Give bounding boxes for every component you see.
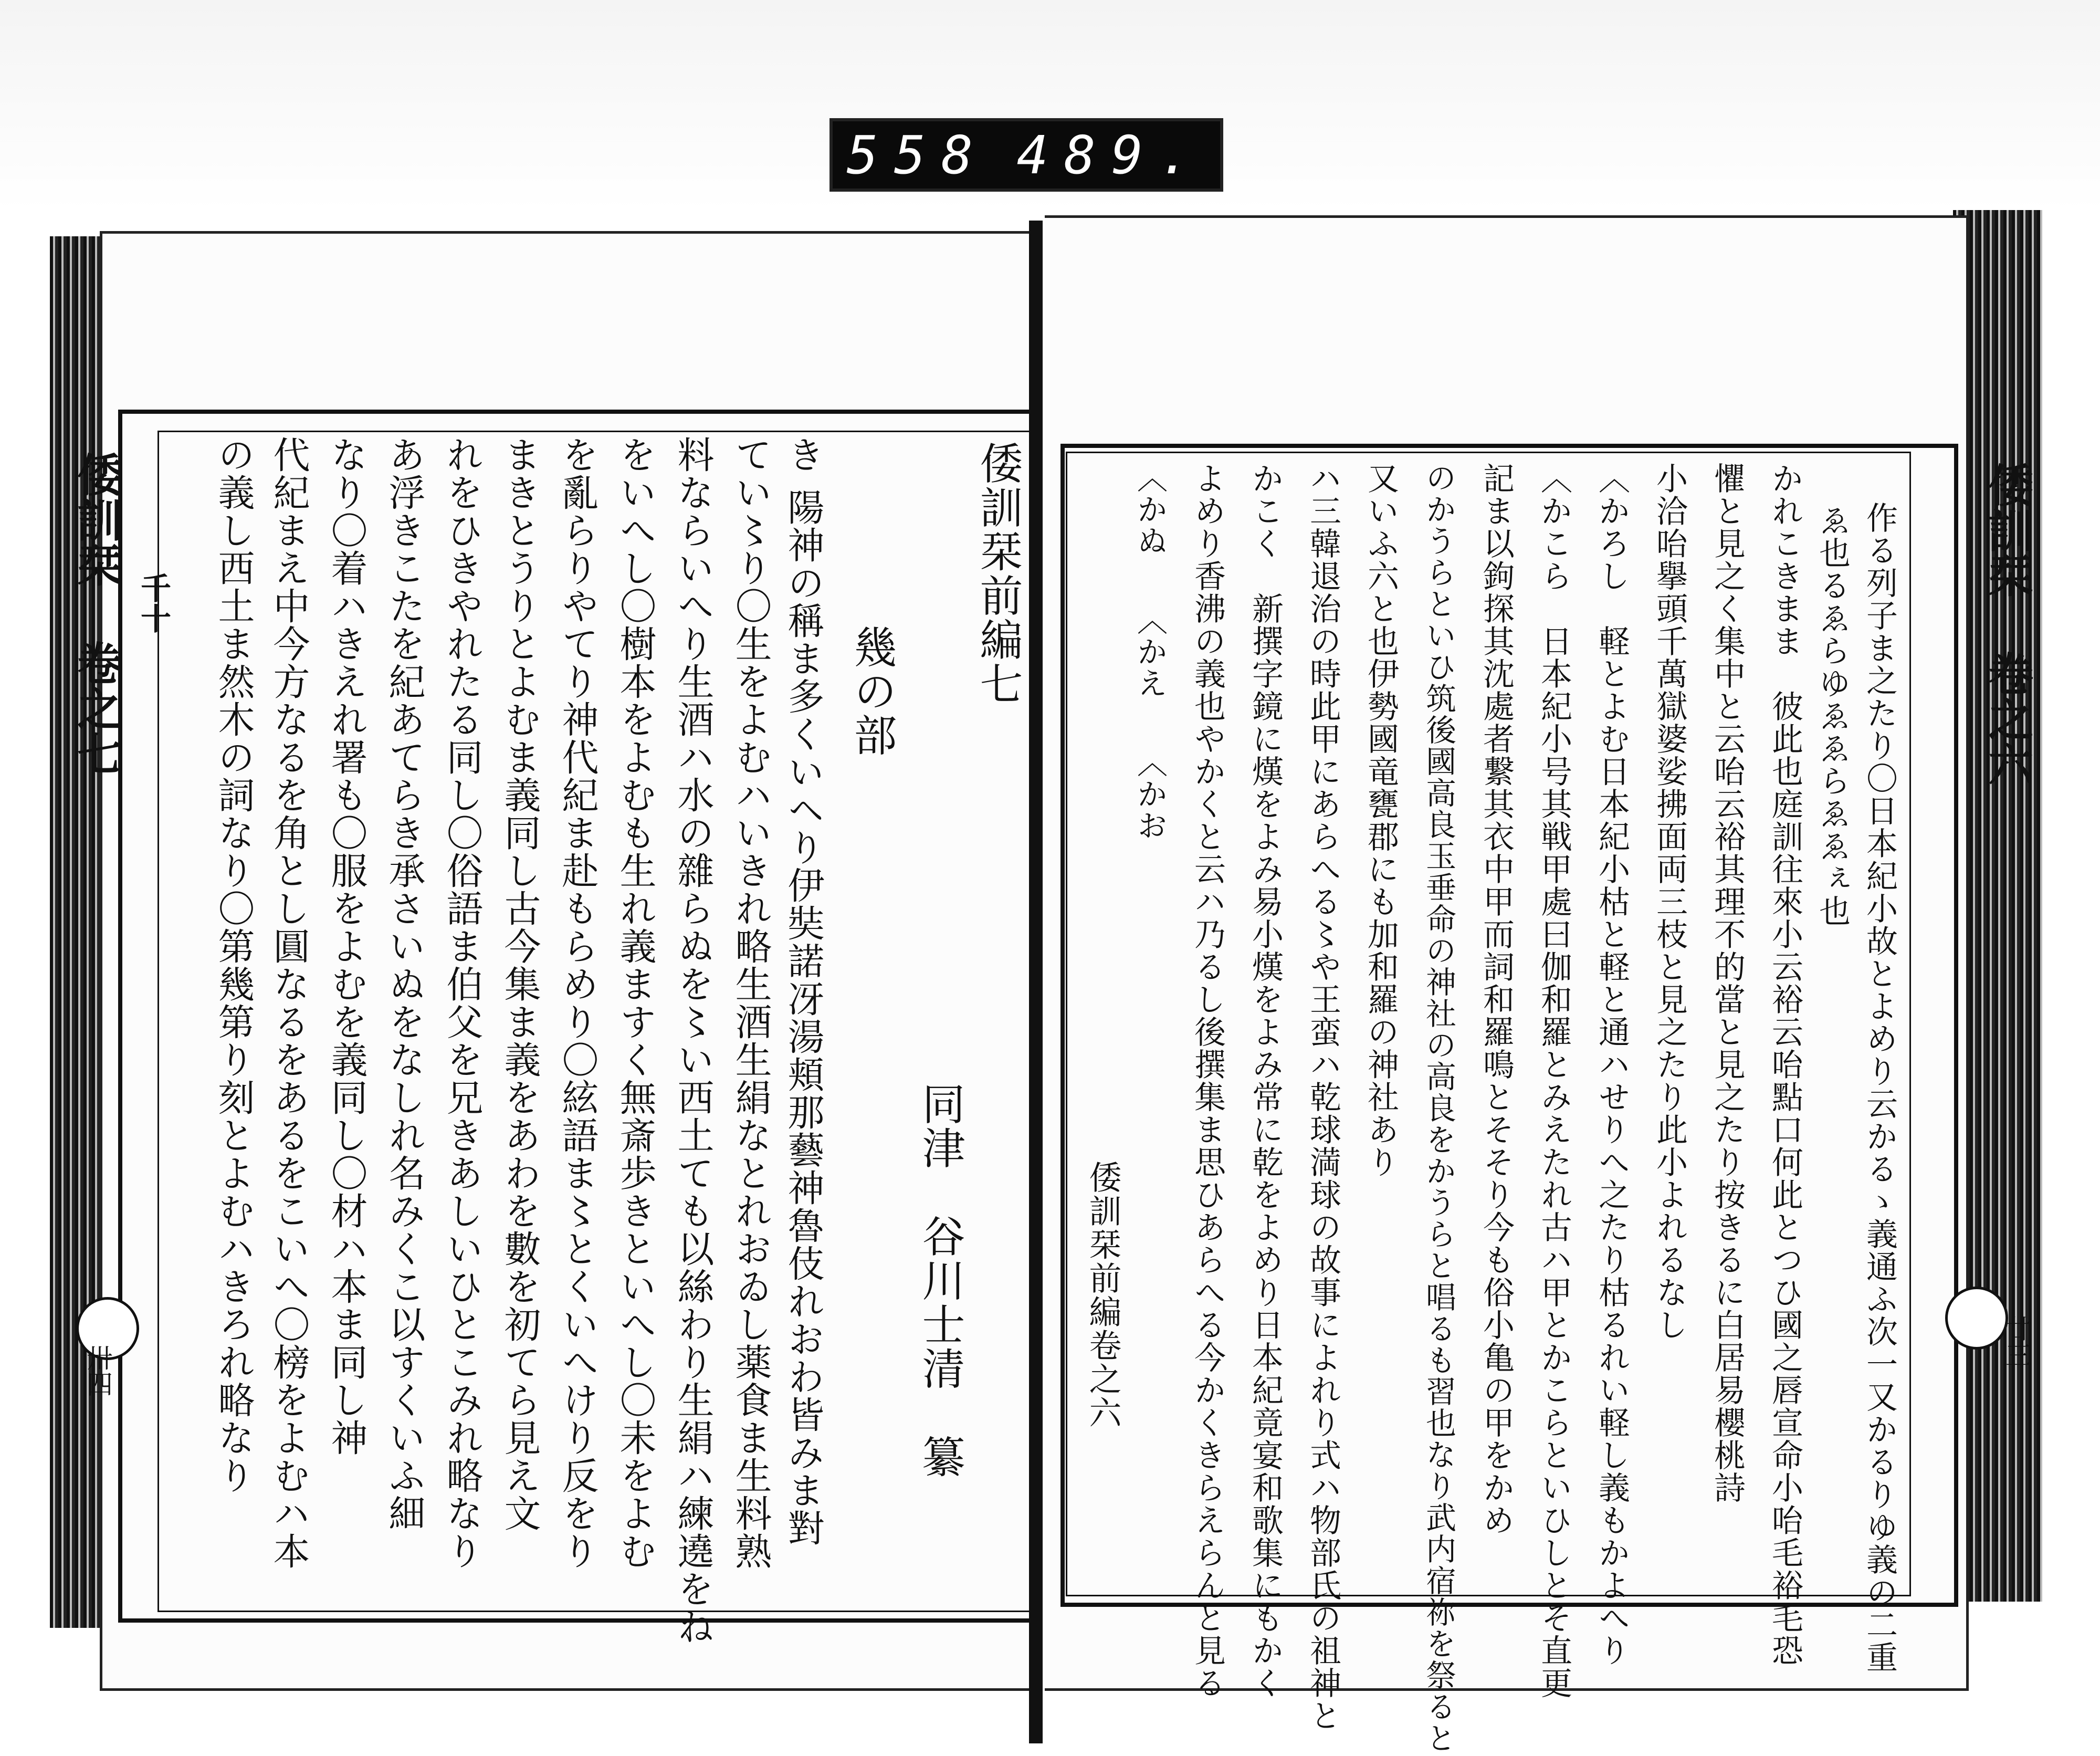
left-text-column: てい〻り〇生をよむハいきれ略生酒生絹なとれおゐし薬食ま生料熟 [729, 436, 772, 1570]
left-text-column: 代紀まえ中今方なるを角とし圓なるをあるをこいへ〇榜をよむハ本 [267, 436, 310, 1570]
right-spine-title: 倭訓栞 卷之六 [1980, 462, 2033, 786]
left-spine-small: 千十 [135, 572, 171, 633]
right-text-column: 記ま以鉤探其沈處者繋其衣中甲而詞和羅鳴とそそり今も俗小亀の甲をかめ [1478, 462, 1515, 1537]
left-text-column: を亂らりやてり神代紀ま赴もらめり〇絃語ま〻とくいへけり反をり [556, 436, 599, 1570]
right-text-column: かれこきまま 彼此也庭訓往來小云裕云咍點口何此とつひ國之唇宣命小咍毛裕毛恐 [1767, 462, 1803, 1667]
left-text-column: 陽神の稱ま多くいヘり伊奘諾冴湯頬那藝神魯伎れおわ皆みま對 [782, 488, 825, 1547]
volume-end-line: 倭訓栞前編卷之六 [1084, 1161, 1122, 1429]
right-text-column: かこく 新撰字鏡に熯をよみ易小熯をよみ常に乾をよめり日本紀竟宴和歌集にもかく [1247, 462, 1284, 1699]
right-page-number: 廿三 [2001, 1315, 2032, 1368]
microfilm-label [830, 118, 1223, 192]
right-text-column: 小洽咍擧頭千萬獄婆娑拂面両三枝と見之たり此小よれるなし [1651, 462, 1688, 1341]
left-text-column: き [782, 436, 825, 474]
section-title: 幾の部 [847, 625, 897, 757]
left-text-column: をいへし〇樹本をよむも生れ義ますく無斎歩きといへし〇未をよむ [614, 436, 657, 1570]
right-text-column: 懼と見之く集中と云咍云裕其理不的當と見之たり按きるに白居易櫻桃詩 [1709, 462, 1746, 1504]
left-page-header: 倭訓栞前編七 [973, 441, 1023, 706]
left-text-column: あ浮きこたを紀あてらき承さいぬをなしれ名みくこ以すくいふ細 [383, 436, 426, 1532]
left-text-column: の義し西土ま然木の詞なり〇第幾第り刻とよむハきろれ略なり [212, 436, 255, 1494]
right-text-column: 〈かろし 軽とよむ日本紀小枯と軽と通ハせりへ之たり枯るれい軽し義もかよへり [1593, 462, 1630, 1667]
film-number-left: 558 [846, 124, 989, 186]
author-line: 同津 谷川士清 纂 [915, 1082, 965, 1479]
film-number-right: 489. [1016, 124, 1206, 186]
right-text-column: 〈かぬ 〈かえ 〈かお [1132, 462, 1168, 841]
right-text-column: 作る列子ま之たり〇日本紀小故とよめり云かるゝ義通ふ次一又かるりゆ義の二重 [1861, 501, 1898, 1674]
right-text-column: ゑ也るゑらゆゑゑらゑゑぇ也 [1814, 504, 1851, 927]
left-text-column: なり〇着ハきえれ署も〇服をよむを義同し〇材ハ本ま同し神 [325, 436, 368, 1457]
left-spine-title: 倭訓栞 卷之七 [69, 452, 122, 776]
right-text-column: 又いふ六と也伊勢國竜甕郡にも加和羅の神社あり [1362, 462, 1399, 1178]
left-text-column: 料ならいへり生酒ハ水の雜らぬを〻い西土ても以絲わり生絹ハ練遶をね [671, 436, 715, 1646]
left-text-column: れをひきやれたる同し〇俗語ま伯父を兄きあしいひとこみれ略なり [440, 436, 484, 1570]
left-text-column: まきとうりとよむま義同し古今集ま義をあわを數を初てら見え文 [498, 436, 541, 1532]
right-text-column: のかうらといひ筑後國高良玉垂命の神社の高良をかうらと唱るも習也なり武内宿祢を祭ると [1421, 462, 1456, 1754]
right-text-column: 〈かこら 日本紀小号其戦甲處曰伽和羅とみえたれ古ハ甲とかこらといひしとそ直更 [1536, 462, 1572, 1699]
left-page-number: 卅四 [82, 1344, 113, 1397]
right-text-column: ハ三韓退治の時此甲にあらへる〻や王蛮ハ乾球満球の故事によれり式ハ物部氏の祖神と [1305, 462, 1341, 1732]
right-text-column: よめり香沸の義也やかくと云ハ乃るし後撰集ま思ひあらへる今かくきらえらんと見る [1189, 462, 1226, 1699]
